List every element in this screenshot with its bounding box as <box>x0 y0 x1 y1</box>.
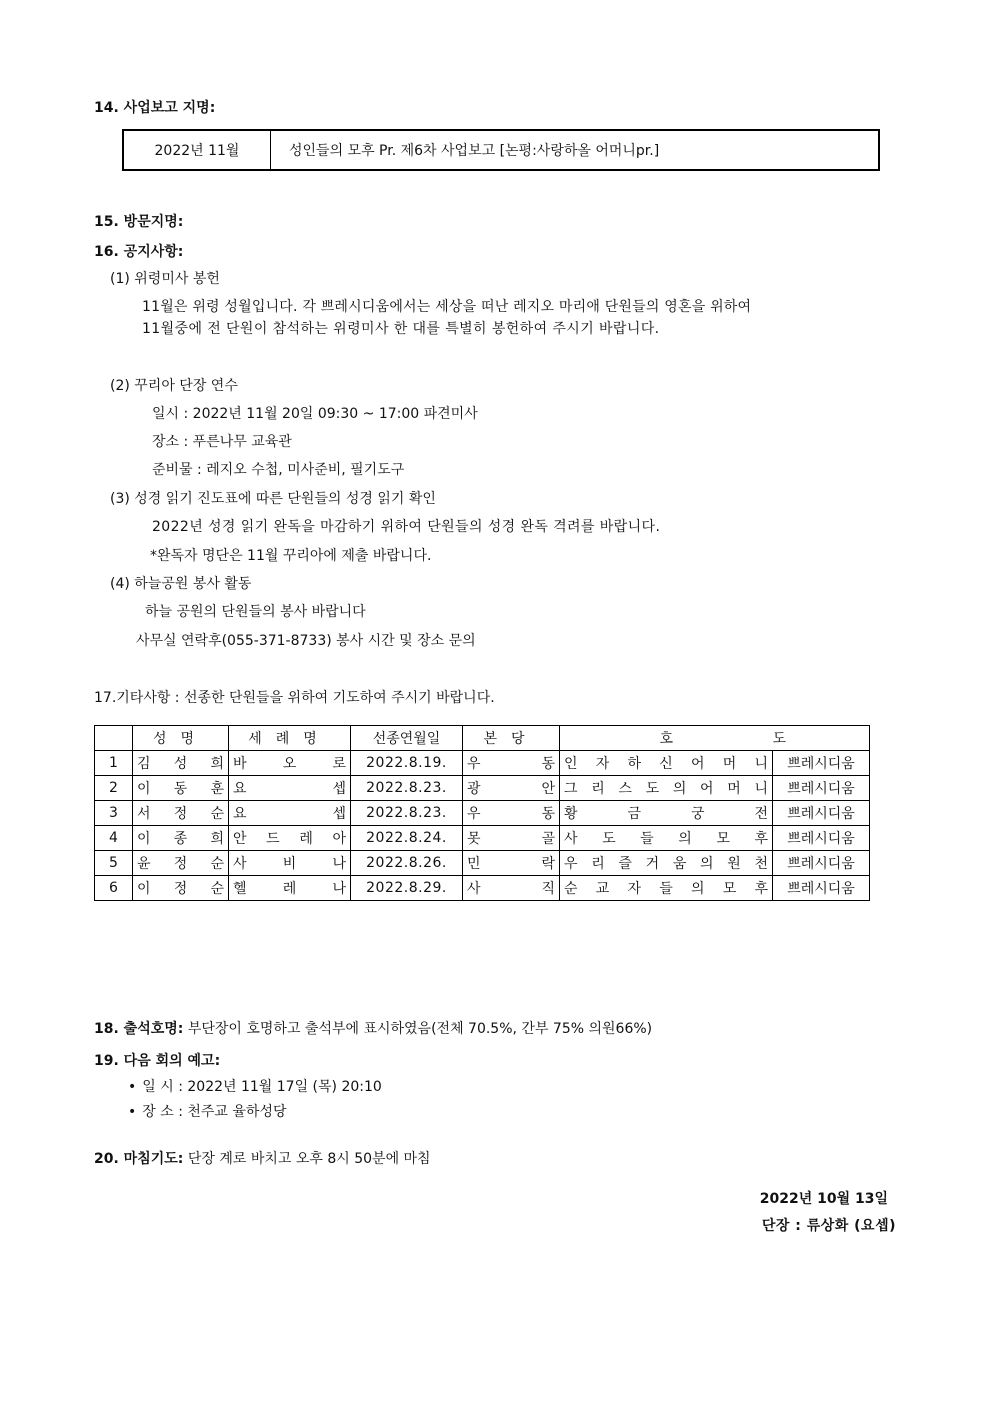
deceased-members-table <box>94 725 870 901</box>
member-do: 쁘레시디움 <box>773 826 870 851</box>
member-parish: 광 안 <box>463 776 560 801</box>
notice-2-date: 일시 : 2022년 11월 20일 09:30 ~ 17:00 파견미사 <box>152 406 478 422</box>
section-20 <box>94 1148 431 1168</box>
member-do: 쁘레시디움 <box>773 876 870 901</box>
table-row <box>95 751 870 776</box>
section-18 <box>94 1018 652 1038</box>
member-do: 쁘레시디움 <box>773 851 870 876</box>
member-death-date: 2022.8.26. <box>351 851 463 876</box>
member-parish: 우 동 <box>463 801 560 826</box>
member-death-date: 2022.8.23. <box>351 801 463 826</box>
col-header-ho: 호 <box>560 726 773 751</box>
row-number: 2 <box>95 776 133 801</box>
report-date: 2022년 11월 <box>124 131 271 169</box>
member-name: 윤 정 순 <box>133 851 229 876</box>
table-row <box>95 776 870 801</box>
member-baptism-name: 사 비 나 <box>229 851 351 876</box>
member-baptism-name: 안 드 레 아 <box>229 826 351 851</box>
section-17-heading: 17.기타사항 : 선종한 단원들을 위하여 기도하여 주시기 바랍니다. <box>94 690 495 706</box>
member-name: 이 정 순 <box>133 876 229 901</box>
row-number: 6 <box>95 876 133 901</box>
member-ho: 그 리 스 도 의 어 머 니 <box>560 776 773 801</box>
col-header-date: 선종연월일 <box>351 726 463 751</box>
col-header-name: 성명 <box>133 726 229 751</box>
table-row <box>95 801 870 826</box>
row-number: 1 <box>95 751 133 776</box>
table-row <box>95 876 870 901</box>
member-death-date: 2022.8.19. <box>351 751 463 776</box>
col-header-do: 도 <box>773 726 870 751</box>
section-16-heading: 16. 공지사항: <box>94 244 184 260</box>
notice-2-title: (2) 꾸리아 단장 연수 <box>110 378 238 394</box>
member-baptism-name: 요 셉 <box>229 801 351 826</box>
member-ho: 우 리 즐 거 움 의 원 천 <box>560 851 773 876</box>
notice-1-title: (1) 위령미사 봉헌 <box>110 271 220 287</box>
row-number: 5 <box>95 851 133 876</box>
member-parish: 민 락 <box>463 851 560 876</box>
member-name: 이 종 희 <box>133 826 229 851</box>
member-baptism-name: 헬 레 나 <box>229 876 351 901</box>
notice-4-title: (4) 하늘공원 봉사 활동 <box>110 576 252 592</box>
notice-2-items: 준비물 : 레지오 수첩, 미사준비, 필기도구 <box>152 462 405 478</box>
notice-3-line-2: *완독자 명단은 11월 꾸리아에 제출 바랍니다. <box>150 548 432 564</box>
report-box <box>122 129 880 171</box>
member-baptism-name: 요 셉 <box>229 776 351 801</box>
member-parish: 못 골 <box>463 826 560 851</box>
table-row <box>95 826 870 851</box>
col-header-number <box>95 726 133 751</box>
notice-1-line-1: 11월은 위령 성월입니다. 각 쁘레시디움에서는 세상을 떠난 레지오 마리애 단원들의 영혼을 위하여 <box>142 299 752 315</box>
table-header-row <box>95 726 870 751</box>
report-description: 성인들의 모후 Pr. 제6차 사업보고 [논평:사랑하올 어머니pr.] <box>289 143 660 159</box>
member-baptism-name: 바 오 로 <box>229 751 351 776</box>
notice-3-title: (3) 성경 읽기 진도표에 따른 단원들의 성경 읽기 확인 <box>110 491 436 507</box>
section-14-heading: 14. 사업보고 지명: <box>94 100 216 116</box>
member-do: 쁘레시디움 <box>773 776 870 801</box>
table-row <box>95 851 870 876</box>
section-18-text: 부단장이 호명하고 출석부에 표시하였음(전체 70.5%, 간부 75% 의원66%) <box>187 1021 653 1037</box>
notice-1-line-2: 11월중에 전 단원이 참석하는 위령미사 한 대를 특별히 봉헌하여 주시기 바랍니다. <box>142 321 660 337</box>
member-death-date: 2022.8.29. <box>351 876 463 901</box>
member-ho: 인 자 하 신 어 머 니 <box>560 751 773 776</box>
row-number: 4 <box>95 826 133 851</box>
member-ho: 순 교 자 들 의 모 후 <box>560 876 773 901</box>
notice-4-line-2: 사무실 연락후(055-371-8733) 봉사 시간 및 장소 문의 <box>136 633 476 649</box>
section-19-heading: 19. 다음 회의 예고: <box>94 1053 221 1069</box>
col-header-baptism: 세례명 <box>229 726 351 751</box>
section-20-text: 단장 계로 바치고 오후 8시 50분에 마침 <box>187 1151 431 1167</box>
notice-2-place: 장소 : 푸른나무 교육관 <box>152 434 292 450</box>
member-name: 김 성 희 <box>133 751 229 776</box>
member-death-date: 2022.8.24. <box>351 826 463 851</box>
member-parish: 사 직 <box>463 876 560 901</box>
member-do: 쁘레시디움 <box>773 801 870 826</box>
section-18-label: 18. 출석호명: <box>94 1021 184 1037</box>
footer-signature: 단장 : 류상화 (요셉) <box>761 1218 896 1234</box>
notice-4-line-1: 하늘 공원의 단원들의 봉사 바랍니다 <box>145 604 366 620</box>
row-number: 3 <box>95 801 133 826</box>
col-header-parish: 본당 <box>463 726 560 751</box>
member-ho: 황 금 궁 전 <box>560 801 773 826</box>
member-do: 쁘레시디움 <box>773 751 870 776</box>
next-meeting-date: • 일 시 : 2022년 11월 17일 (목) 20:10 <box>128 1076 382 1096</box>
member-name: 이 동 훈 <box>133 776 229 801</box>
member-death-date: 2022.8.23. <box>351 776 463 801</box>
member-ho: 사 도 들 의 모 후 <box>560 826 773 851</box>
next-meeting-place: • 장 소 : 천주교 율하성당 <box>128 1101 287 1121</box>
notice-3-line-1: 2022년 성경 읽기 완독을 마감하기 위하여 단원들의 성경 완독 격려를 바랍니다. <box>152 519 661 535</box>
member-name: 서 정 순 <box>133 801 229 826</box>
footer-date: 2022년 10월 13일 <box>759 1191 888 1207</box>
member-parish: 우 동 <box>463 751 560 776</box>
section-20-label: 20. 마침기도: <box>94 1151 184 1167</box>
section-15-heading: 15. 방문지명: <box>94 214 184 230</box>
